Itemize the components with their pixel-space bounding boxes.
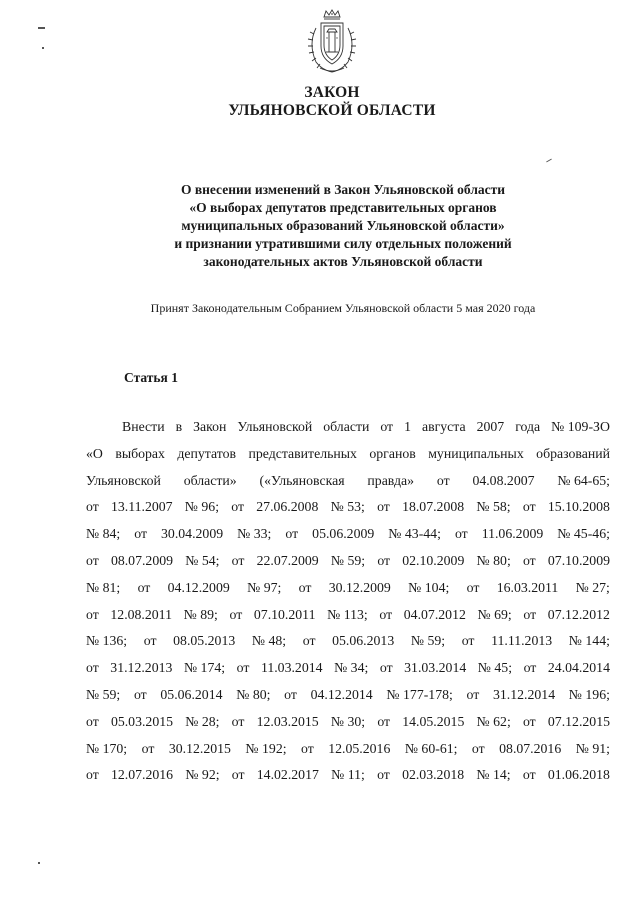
subject-line: муниципальных образований Ульяновской области» — [181, 218, 505, 233]
body-line: № 136; от 08.05.2013 № 48; от 05.06.2013 № 59; от 11.11.2013 № 144; — [86, 633, 610, 649]
scan-mark — [38, 862, 40, 864]
body-line: от 31.12.2013 № 174; от 11.03.2014 № 34; от 31.03.2014 № 45; от 24.04.2014 — [86, 660, 610, 676]
law-title — [0, 84, 640, 120]
body-line: от 13.11.2007 № 96; от 27.06.2008 № 53; от 18.07.2008 № 58; от 15.10.2008 — [86, 499, 610, 515]
body-line: от 05.03.2015 № 28; от 12.03.2015 № 30; от 14.05.2015 № 62; от 07.12.2015 — [86, 713, 610, 729]
article-heading: Статья 1 — [124, 370, 178, 385]
body-line: от 12.08.2011 № 89; от 07.10.2011 № 113; от 04.07.2012 № 69; от 07.12.2012 — [86, 606, 610, 622]
body-line: от 12.07.2016 № 92; от 14.02.2017 № 11; от 02.03.2018 № 14; от 01.06.2018 — [86, 767, 610, 783]
law-title-line2: УЛЬЯНОВСКОЙ ОБЛАСТИ — [228, 102, 436, 119]
subject-line: законодательных актов Ульяновской области — [203, 254, 483, 269]
subject-line: О внесении изменений в Закон Ульяновской области — [180, 182, 506, 197]
scan-mark — [546, 159, 552, 163]
body-line: № 59; от 05.06.2014 № 80; от 04.12.2014 № 177-178; от 31.12.2014 № 196; — [86, 686, 610, 702]
subject-line: «О выборах депутатов представительных органов — [189, 200, 497, 215]
body-line: от 08.07.2009 № 54; от 22.07.2009 № 59; от 02.10.2009 № 80; от 07.10.2009 — [86, 552, 610, 568]
scan-mark — [42, 47, 44, 49]
article-body — [86, 418, 610, 793]
adoption-note: Принят Законодательным Собранием Ульяновской области 5 мая 2020 года — [150, 301, 536, 315]
law-title-line1: ЗАКОН — [304, 84, 360, 101]
scan-mark — [38, 27, 45, 29]
subject-line: и признании утратившими силу отдельных положений — [174, 236, 512, 251]
body-line: «О выборах депутатов представительных органов муниципальных образований — [86, 445, 610, 461]
coat-of-arms-icon — [302, 8, 362, 76]
body-line: № 170; от 30.12.2015 № 192; от 12.05.2016 № 60-61; от 08.07.2016 № 91; — [86, 740, 610, 756]
body-line: Внести в Закон Ульяновской области от 1 августа 2007 года № 109-ЗО — [122, 419, 610, 434]
body-line: № 84; от 30.04.2009 № 33; от 05.06.2009 № 43-44; от 11.06.2009 № 45-46; — [86, 526, 610, 542]
law-subject — [0, 181, 640, 271]
body-line: Ульяновской области» («Ульяновская правда» от 04.08.2007 № 64-65; — [86, 472, 610, 488]
body-line: № 81; от 04.12.2009 № 97; от 30.12.2009 № 104; от 16.03.2011 № 27; — [86, 579, 610, 595]
